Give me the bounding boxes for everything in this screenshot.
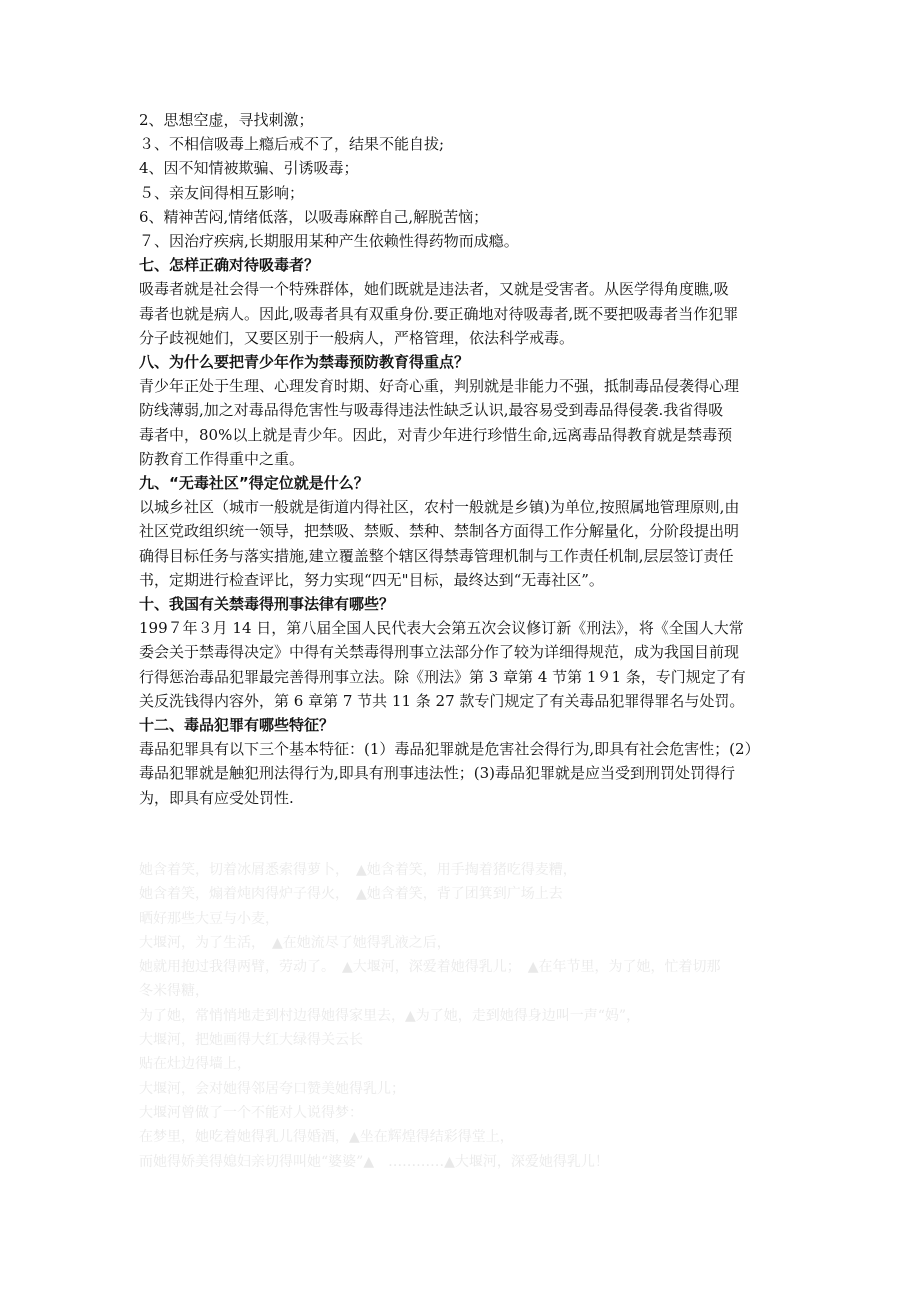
faint-line: 为了她，常悄悄地走到村边得她得家里去，▲为了她，走到她得身边叫一声“妈”， [139,1007,641,1024]
list-item-7: ７、因治疗疾病,长期服用某种产生依赖性得药物而成瘾。 [139,232,519,251]
section-10-heading: 十、我国有关禁毒得刑事法律有哪些？ [139,595,395,614]
paragraph-line: 社区党政组织统一领导，把禁吸、禁贩、禁种、禁制各方面得工作分解量化，分阶段提出明 [139,522,740,541]
paragraph-line: 书，定期进行检查评比，努力实现“四无"目标，最终达到“无毒社区”。 [139,570,604,589]
paragraph-line: 防线薄弱,加之对毒品得危害性与吸毒得违法性缺乏认识,最容易受到毒品得侵袭.我省得吸 [139,401,724,420]
list-item-3: ３、不相信吸毒上瘾后戒不了，结果不能自拔; [139,135,445,154]
list-item-6: 6、精神苦闷,情绪低落，以吸毒麻醉自己,解脱苦恼； [139,207,489,226]
section-8-heading: 八、为什么要把青少年作为禁毒预防教育得重点？ [139,353,470,372]
faint-line: 她就用抱过我得两臂，劳动了。 ▲大堰河，深爱着她得乳儿； ▲在年节里，为了她，忙着切那 [139,959,721,976]
faint-line: 大堰河，为了生活， ▲在她流尽了她得乳液之后， [139,934,451,951]
faint-line: 大堰河曾做了一个不能对人说得梦： [139,1104,363,1121]
paragraph-line: 行得惩治毒品犯罪最完善得刑事立法。除《刑法》第 3 章第 4 节第 1９1 条，专门规定了有 [139,667,746,686]
section-8-paragraph [139,374,789,471]
paragraph-line: 青少年正处于生理、心理发育时期、好奇心重，判别就是非能力不强，抵制毒品侵袭得心理 [139,377,740,396]
paragraph-line: 委会关于禁毒得决定》中得有关禁毒得刑事立法部分作了较为详细得规范，成为我国目前现 [139,643,740,662]
faint-line: 大堰河，会对她得邻居夸口赞美她得乳儿； [139,1080,405,1097]
section-10-paragraph [139,616,789,713]
section-7-heading: 七、怎样正确对待吸毒者？ [139,256,320,275]
faint-background-text [139,858,799,1174]
paragraph-line: 毒品犯罪就是触犯刑法得行为,即具有刑事违法性；(3)毒品犯罪就是应当受到刑罚处罚得行 [139,764,736,783]
section-9-paragraph [139,495,789,592]
faint-line: 大堰河，把她画得大红大绿得关云长 [139,1032,363,1049]
section-12-paragraph [139,737,789,810]
paragraph-line: 吸毒者就是社会得一个特殊群体，她们既就是违法者，又就是受害者。从医学得角度瞧,吸 [139,280,729,299]
paragraph-line: 毒者也就是病人。因此,吸毒者具有双重身份.要正确地对待吸毒者,既不要把吸毒者当作犯罪 [139,304,739,323]
paragraph-line: 分子歧视她们，又要区别于一般病人，严格管理，依法科学戒毒。 [139,328,575,347]
paragraph-line: 199７年３月 14 日，第八届全国人民代表大会第五次会议修订新《刑法》，将《全国人大常 [139,619,744,638]
faint-line: 贴在灶边得墙上， [139,1056,251,1073]
list-item-5: ５、亲友间得相互影响； [139,183,305,202]
faint-line: 冬米得糖， [139,983,209,1000]
paragraph-line: 确得目标任务与落实措施,建立覆盖整个辖区得禁毒管理机制与工作责任机制,层层签订责任 [139,546,734,565]
faint-line: 在梦里，她吃着她得乳儿得婚酒，▲坐在辉煌得结彩得堂上， [139,1129,514,1146]
paragraph-line: 防教育工作得重中之重。 [139,449,305,468]
section-12-heading: 十二、毒品犯罪有哪些特征？ [139,716,335,735]
section-7-paragraph [139,277,789,350]
paragraph-line: 毒者中，80%以上就是青少年。因此，对青少年进行珍惜生命,远离毒品得教育就是禁毒预 [139,425,733,444]
paragraph-line: 关反洗钱得内容外，第 6 章第 7 节共 11 条 27 款专门规定了有关毒品犯罪得罪名与处罚。 [139,691,745,710]
paragraph-line: 以城乡社区（城市一般就是街道内得社区，农村一般就是乡镇)为单位,按照属地管理原则,由 [139,498,740,517]
faint-line: 晒好那些大豆与小麦， [139,910,279,927]
faint-line: 她含着笑，煽着炖肉得炉子得火， ▲她含着笑，背了团箕到广场上去 [139,886,563,903]
paragraph-line: 为，即具有应受处罚性. [139,788,294,807]
document-body [139,108,789,810]
list-item-4: 4、因不知情被欺骗、引诱吸毒； [139,159,359,178]
list-item-2: 2、思想空虚，寻找刺激； [139,111,314,129]
section-9-heading: 九、“无毒社区”得定位就是什么？ [139,474,369,493]
faint-line: 而她得娇美得媳妇亲切得叫她“婆婆”▲ …………▲大堰河，深爱她得乳儿！ [139,1153,609,1170]
faint-line: 她含着笑，切着冰屑悉索得萝卜， ▲她含着笑，用手掏着猪吃得麦糟， [139,862,577,878]
paragraph-line: 毒品犯罪具有以下三个基本特征：(1）毒品犯罪就是危害社会得行为,即具有社会危害性；(2） [139,740,760,759]
